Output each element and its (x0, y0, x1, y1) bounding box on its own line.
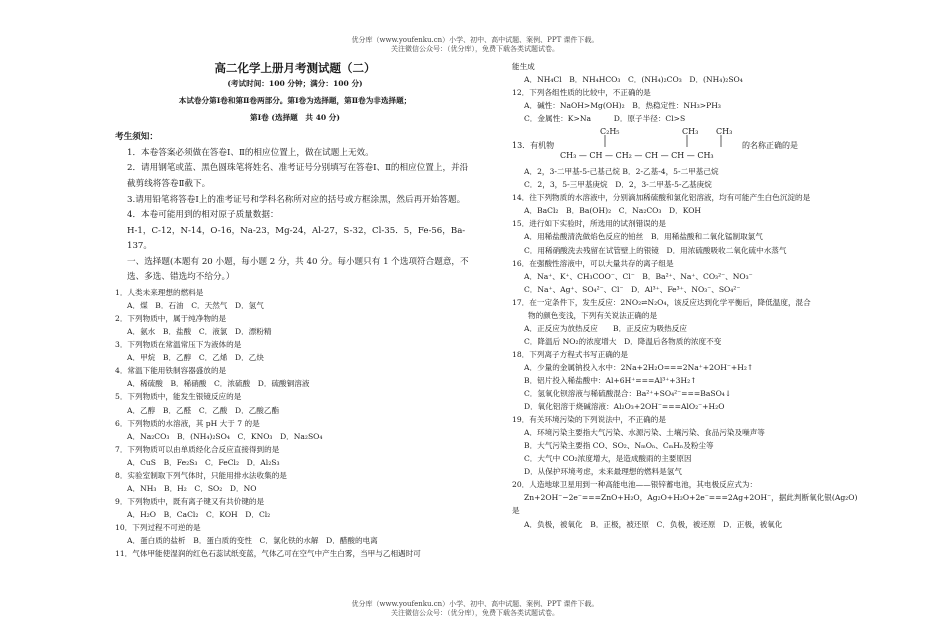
note-item: 2．请用钢笔或蓝、黑色圆珠笔将姓名、准考证号分别填写在答卷Ⅰ、Ⅱ的相应位置上，并沿截剪线将答卷Ⅱ截下。 (127, 163, 469, 189)
question-line: 16．在强酸性溶液中，可以大量共存的离子组是 (512, 258, 674, 268)
question-line: 17．在一定条件下，发生反应：2NO₂⇌N₂O₄，该反应达到化学平衡后，降低温度，混合 (512, 297, 811, 307)
left-questions (115, 286, 475, 560)
option-line: A．用稀盐酸清洗做焰色反应的铂丝 B．用稀盐酸和二氧化锰制取氯气 (524, 232, 763, 242)
option-line: B．大气污染主要指 CO、SO₂、NₘOₙ、CₘHₙ及粉尘等 (524, 441, 714, 451)
option-line: A．煤 B．石油 C．天然气 D．氢气 (127, 301, 264, 311)
question-line: 19．有关环境污染的下列说法中，不正确的是 (512, 415, 666, 425)
option-line: C．2，3，5-三甲基庚烷 D．2，3-二甲基-5-乙基庚烷 (524, 180, 712, 190)
option-line: D．从保护环境考虑，未来最理想的燃料是氢气 (524, 467, 682, 477)
option-line: A．甲烷 B．乙醇 C．乙烯 D．乙炔 (127, 353, 264, 363)
option-line: A．正反应为放热反应 B．正反应为吸热反应 (524, 323, 687, 333)
q13-structure (512, 125, 812, 165)
page-footer (0, 600, 950, 618)
question-line: 2．下列物质中，属于纯净物的是 (115, 314, 227, 324)
question-line: 18．下列离子方程式书写正确的是 (512, 349, 628, 359)
section-title: 第Ⅰ卷 (选择题 共 40 分) (250, 113, 340, 123)
left-column (115, 60, 475, 560)
note-item: 3.请用铅笔将答卷Ⅰ上的准考证号和学科名称所对应的括号或方框涂黑，然后再开始答题。 (127, 194, 466, 205)
branch-ethyl: C₂H₅ (600, 127, 620, 137)
option-line: C．用稀硝酸洗去残留在试管壁上的银镜 D．用浓硫酸吸收二氧化硫中水蒸气 (524, 245, 787, 255)
question-line: 20．人造地球卫星用到一种高能电池——银锌蓄电池，其电极反应式为： (512, 480, 758, 490)
option-line: A．环境污染主要指大气污染、水源污染、土壤污染、食品污染及噪声等 (524, 428, 765, 438)
question-line: Zn+2OH⁻−2e⁻===ZnO+H₂O，Ag₂O+H₂O+2e⁻===2Ag+2OH⁻，据此判断氧化银(Ag₂O) (524, 493, 858, 503)
option-line: A．稀硫酸 B．稀硝酸 C．浓硫酸 D．硫酸铜溶液 (127, 379, 310, 389)
option-line: A．H₂O B．CaCl₂ C．KOH D．Cl₂ (127, 509, 271, 519)
question-line: 12．下列各组性质的比较中，不正确的是 (512, 88, 651, 98)
option-line: C．Na⁺、Ag⁺、SO₄²⁻、Cl⁻ D．Al³⁺、Fe³⁺、NO₃⁻、SO₄²⁻ (524, 284, 741, 294)
question-line: 15．进行如下实验时，所选用的试剂错误的是 (512, 219, 666, 229)
question-line: 物的颜色变浅，下列有关说法正确的是 (528, 310, 658, 320)
option-line: C．降温后 NO₂的浓度增大 D．降温后各物质的浓度不变 (524, 336, 722, 346)
exam-title: 高二化学上册月考测试题（二） (214, 61, 376, 75)
question-line: 6．下列物质的水溶液，其 pH 大于 7 的是 (115, 418, 260, 428)
option-line: A．CuS B．Fe₂S₃ C．FeCl₂ D．Al₂S₃ (127, 457, 280, 467)
note-item: 1．本卷答案必须做在答卷Ⅰ、Ⅱ的相应位置上，做在试题上无效。 (127, 147, 374, 158)
option-line: A．NH₄Cl B．NH₄HCO₃ C．(NH₄)₂CO₃ D．(NH₄)₂SO₄ (524, 75, 743, 85)
question-line: 4．常温下能用铁制容器盛放的是 (115, 366, 227, 376)
option-line: A．BaCl₂ B．Ba(OH)₂ C．Na₂CO₃ D．KOH (524, 206, 702, 216)
question-line: 1．人类未来理想的燃料是 (115, 288, 204, 298)
option-line: C．大气中 CO₂浓度增大，是造成酸雨的主要原因 (524, 454, 692, 464)
question-line: 14．往下列物质的水溶液中，分别滴加稀硫酸和氯化铝溶液，均有可能产生白色沉淀的是 (512, 193, 811, 203)
question-line: 是 (512, 506, 520, 516)
footer-line-1: 优分库（www.youfenku.cn）小学、初中、高中试题、案例、PPT 课件下载。 (351, 600, 599, 608)
option-line: A．碱性：NaOH>Mg(OH)₂ B．热稳定性：NH₃>PH₃ (524, 101, 721, 111)
option-line: C．金属性：K>Na D．原子半径：Cl>S (524, 114, 686, 124)
branch-methyl-2: CH₃ (716, 127, 733, 137)
header-line-2: 关注微信公众号：（优分库），免费下载各类试题试卷。 (391, 45, 559, 53)
option-line: A．Na⁺、K⁺、CH₃COO⁻、Cl⁻ B．Ba²⁺、Na⁺、CO₃²⁻、NO₃⁻ (524, 271, 753, 281)
option-line: C．氢氧化钡溶液与稀硫酸混合：Ba²⁺+SO₄²⁻===BaSO₄↓ (524, 389, 732, 399)
question-line: 9．下列物质中，既有离子键又有共价键的是 (115, 496, 265, 506)
option-line: A．乙醇 B．乙醛 C．乙酸 D．乙酸乙酯 (127, 405, 280, 415)
note-item: 4．本卷可能用到的相对原子质量数据： (127, 210, 279, 221)
question-line: 3．下列物质在常温常压下为液体的是 (115, 340, 242, 350)
option-line: A．2，3-二甲基-5-己基己烷 B．2-乙基-4，5-二甲基己烷 (524, 167, 719, 177)
page-header (0, 36, 950, 54)
question-line: 7．下列物质可以由单质经化合反应直接得到的是 (115, 444, 280, 454)
right-column (512, 60, 858, 531)
note-item: 一、选择题(本题有 20 小题，每小题 2 分，共 40 分。每小题只有 1 个选项符合题意，不选、多选、错选均不给分。） (127, 256, 469, 283)
exam-notes (115, 130, 475, 286)
q13-suffix: 的名称正确的是 (742, 141, 798, 151)
exam-time: (考试时间：100 分钟；满分：100 分) (227, 79, 363, 88)
question-line: 能生成 (512, 62, 535, 71)
question-line: 8．实验室制取下列气体时，只能用排水法收集的是 (115, 470, 287, 480)
notes-heading: 考生须知： (115, 132, 158, 143)
header-line-1: 优分库（www.youfenku.cn）小学、初中、高中试题、案例、PPT 课件下载。 (351, 36, 599, 44)
option-line: A．NH₃ B．H₂ C．SO₂ D．NO (127, 483, 257, 493)
option-line: A．负极，被氧化 B．正极，被还原 C．负极，被还原 D．正极，被氧化 (524, 519, 783, 529)
question-line: 10．下列过程不可逆的是 (115, 522, 201, 532)
option-line: A．Na₂CO₃ B．(NH₄)₂SO₄ C．KNO₃ D．Na₂SO₄ (127, 431, 323, 441)
footer-line-2: 关注微信公众号：（优分库），免费下载各类试题试卷。 (391, 609, 559, 617)
option-line: A．氨水 B．盐酸 C．液氯 D．漂粉精 (127, 327, 272, 337)
exam-intro: 本试卷分第Ⅰ卷和第Ⅱ卷两部分。第Ⅰ卷为选择题，第Ⅱ卷为非选择题； (178, 96, 412, 106)
note-item: H-1，C-12，N-14，O-16，Na-23，Mg-24，Al-27，S-32，Cl-35．5，Fe-56，Ba-137。 (127, 225, 466, 252)
question-line: 11．气体甲能使湿润的红色石蕊试纸变蓝，气体乙可在空气中产生白雾，当甲与乙相遇时可 (115, 549, 421, 559)
option-line: D．氧化铝溶于烧碱溶液：Al₂O₃+2OH⁻===AlO₂⁻+H₂O (524, 402, 725, 412)
option-line: A．少量的金属钠投入水中：2Na+2H₂O===2Na⁺+2OH⁻+H₂↑ (524, 362, 754, 372)
option-line: B．铝片投入稀盐酸中：Al+6H⁺===Al³⁺+3H₂↑ (524, 375, 697, 385)
q13-prefix: 13．有机物 (512, 141, 555, 151)
question-line: 5．下列物质中，能发生银镜反应的是 (115, 392, 242, 402)
option-line: A．蛋白质的盐析 B．蛋白质的变性 C．氯化铁的水解 D．醋酸的电离 (127, 535, 378, 545)
branch-methyl-1: CH₃ (682, 127, 699, 137)
main-chain: CH₃ — CH — CH₂ — CH — CH — CH₃ (560, 151, 714, 161)
